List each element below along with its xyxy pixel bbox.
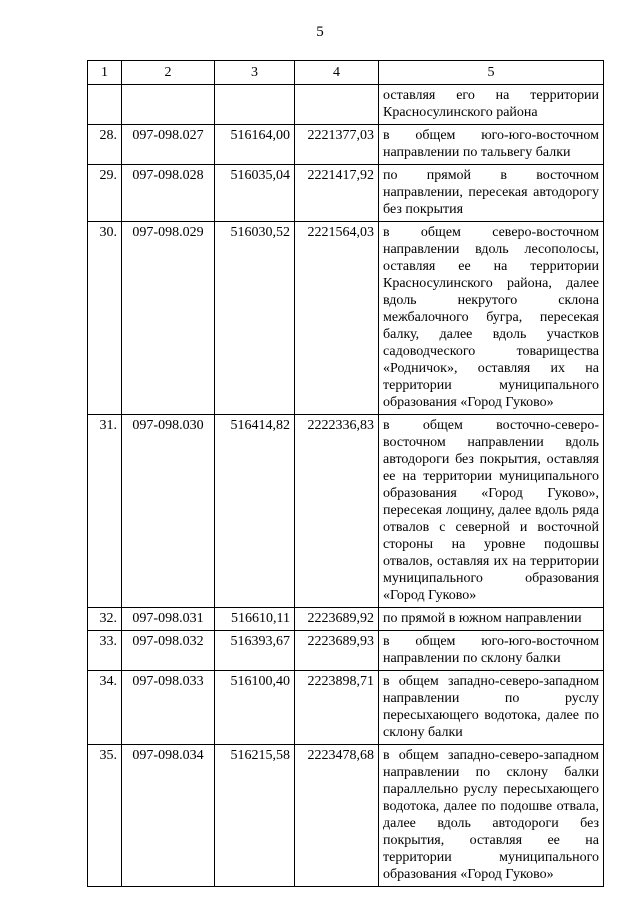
point-code: 097-098.031 [122,608,215,631]
row-number: 30. [88,222,122,415]
continuation-row [88,85,604,125]
empty-cell [295,85,379,125]
x-coordinate: 516100,40 [215,671,295,745]
header-row [88,61,604,85]
boundary-description: по прямой в восточном направлении, пересекая автодорогу без покрытия [379,165,604,222]
row-number: 33. [88,631,122,671]
row-number: 35. [88,745,122,887]
row-number: 29. [88,165,122,222]
x-coordinate: 516215,58 [215,745,295,887]
y-coordinate: 2221377,03 [295,125,379,165]
table-row [88,125,604,165]
row-number: 31. [88,415,122,608]
x-coordinate: 516035,04 [215,165,295,222]
header-cell-3: 3 [215,61,295,85]
row-number: 32. [88,608,122,631]
empty-cell [215,85,295,125]
header-cell-2: 2 [122,61,215,85]
boundary-description: по прямой в южном направлении [379,608,604,631]
continuation-description: оставляя его на территории Красносулинского района [379,85,604,125]
boundary-table [87,60,604,887]
y-coordinate: 2223478,68 [295,745,379,887]
point-code: 097-098.030 [122,415,215,608]
empty-cell [122,85,215,125]
table-row [88,671,604,745]
table-row [88,631,604,671]
table-row [88,608,604,631]
header-cell-1: 1 [88,61,122,85]
boundary-description: в общем юго-юго-восточном направлении по тальвегу балки [379,125,604,165]
y-coordinate: 2222336,83 [295,415,379,608]
boundary-description: в общем северо-восточном направлении вдоль лесополосы, оставляя ее на территории Красносулинского района, далее вдоль некрутого склона межбалочного бугра, пересекая балку, далее вдоль участков садоводческого товарищества «Родничок», оставляя их на территории муниципального образования «Город Гуково» [379,222,604,415]
x-coordinate: 516030,52 [215,222,295,415]
header-cell-5: 5 [379,61,604,85]
x-coordinate: 516414,82 [215,415,295,608]
point-code: 097-098.028 [122,165,215,222]
y-coordinate: 2223898,71 [295,671,379,745]
point-code: 097-098.033 [122,671,215,745]
table-row [88,165,604,222]
table-row [88,415,604,608]
x-coordinate: 516164,00 [215,125,295,165]
x-coordinate: 516610,11 [215,608,295,631]
boundary-description: в общем западно-северо-западном направлении по склону балки параллельно руслу пересыхающего водотока, далее по подошве отвала, далее вдоль автодороги без покрытия, оставляя ее на территории муниципального образования «Город Гуково» [379,745,604,887]
point-code: 097-098.027 [122,125,215,165]
boundary-description: в общем восточно-северо-восточном направлении вдоль автодороги без покрытия, оставляя ее на территории муниципального образования «Город Гуково», пересекая лощину, далее вдоль ряда отвалов с северной и восточной стороны на уровне подошвы отвалов, оставляя их на территории муниципального образования «Город Гуково» [379,415,604,608]
y-coordinate: 2221564,03 [295,222,379,415]
boundary-description: в общем западно-северо-западном направлении по руслу пересыхающего водотока, далее по склону балки [379,671,604,745]
point-code: 097-098.034 [122,745,215,887]
table-row [88,222,604,415]
y-coordinate: 2223689,93 [295,631,379,671]
y-coordinate: 2223689,92 [295,608,379,631]
page-number: 5 [316,24,324,40]
row-number: 34. [88,671,122,745]
row-number: 28. [88,125,122,165]
point-code: 097-098.029 [122,222,215,415]
boundary-description: в общем юго-юго-восточном направлении по склону балки [379,631,604,671]
x-coordinate: 516393,67 [215,631,295,671]
y-coordinate: 2221417,92 [295,165,379,222]
point-code: 097-098.032 [122,631,215,671]
empty-cell [88,85,122,125]
table-row [88,745,604,887]
header-cell-4: 4 [295,61,379,85]
